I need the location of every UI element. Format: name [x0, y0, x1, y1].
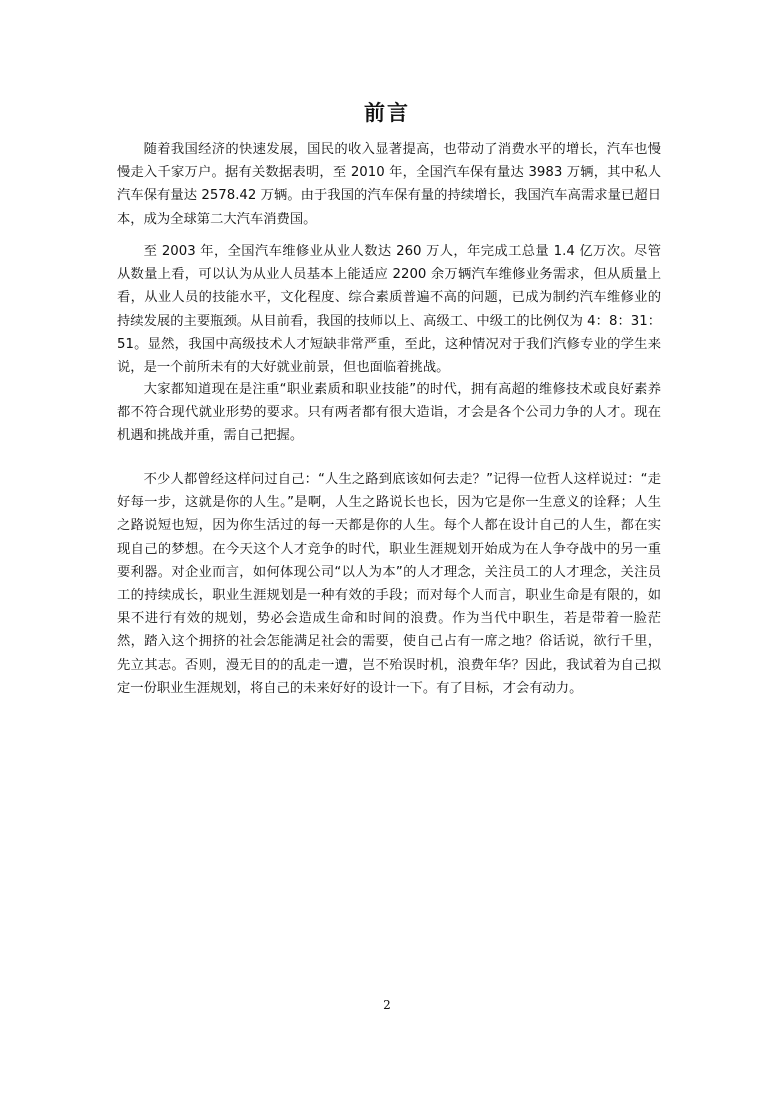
paragraph-3: 大家都知道现在是注重“职业素质和职业技能”的时代，拥有高超的维修技术或良好素养都不符合现代就业形势的要求。只有两者都有很大造诣，才会是各个公司力争的人才。现在机遇和挑战并重，需自己把握。	[117, 382, 661, 444]
page-number: 2	[383, 998, 391, 1012]
page-title: 前言	[364, 101, 410, 125]
paragraph-2: 至 2003 年，全国汽车维修业从业人数达 260 万人，年完成工总量 1.4 亿万次。尽管从数量上看，可以认为从业人员基本上能适应 2200 余万辆汽车维修业务需求，但从质量上看，从业人员的技能水平，文化程度、综合素质普遍不高的问题，已成为制约汽车维修业的持续发展的主要瓶颈。从目前看，我国的技师以上、高级工、中级工的比例仅为 4：8：31：51。显然，我国中高级技术人才短缺非常严重，至此，这种情况对于我们汽修专业的学生来说，是一个前所未有的大好就业前景，但也面临着挑战。	[117, 244, 661, 376]
paragraph-4: 不少人都曾经这样问过自己：“人生之路到底该如何去走？”记得一位哲人这样说过：“走好每一步，这就是你的人生。”是啊，人生之路说长也长，因为它是你一生意义的诠释；人生之路说短也短，因为你生活过的每一天都是你的人生。每个人都在设计自己的人生，都在实现自己的梦想。在今天这个人才竞争的时代，职业生涯规划开始成为在人争夺战中的另一重要利器。对企业而言，如何体现公司“以人为本”的人才理念，关注员工的人才理念，关注员工的持续成长，职业生涯规划是一种有效的手段；而对每个人而言，职业生命是有限的，如果不进行有效的规划，势必会造成生命和时间的浪费。作为当代中职生，若是带着一脸茫然，踏入这个拥挤的社会怎能满足社会的需要，使自己占有一席之地？俗话说，欲行千里，先立其志。否则，漫无目的的乱走一遭，岂不殆误时机，浪费年华？因此，我试着为自己拟定一份职业生涯规划，将自己的未来好好的设计一下。有了目标，才会有动力。	[117, 472, 661, 696]
paragraph-1: 随着我国经济的快速发展，国民的收入显著提高，也带动了消费水平的增长，汽车也慢慢走入千家万户。据有关数据表明，至 2010 年，全国汽车保有量达 3983 万辆，其中私人汽车保有量达 2578.42 万辆。由于我国的汽车保有量的持续增长，我国汽车高需求量已超日本，成为全球第二大汽车消费国。	[117, 142, 661, 227]
